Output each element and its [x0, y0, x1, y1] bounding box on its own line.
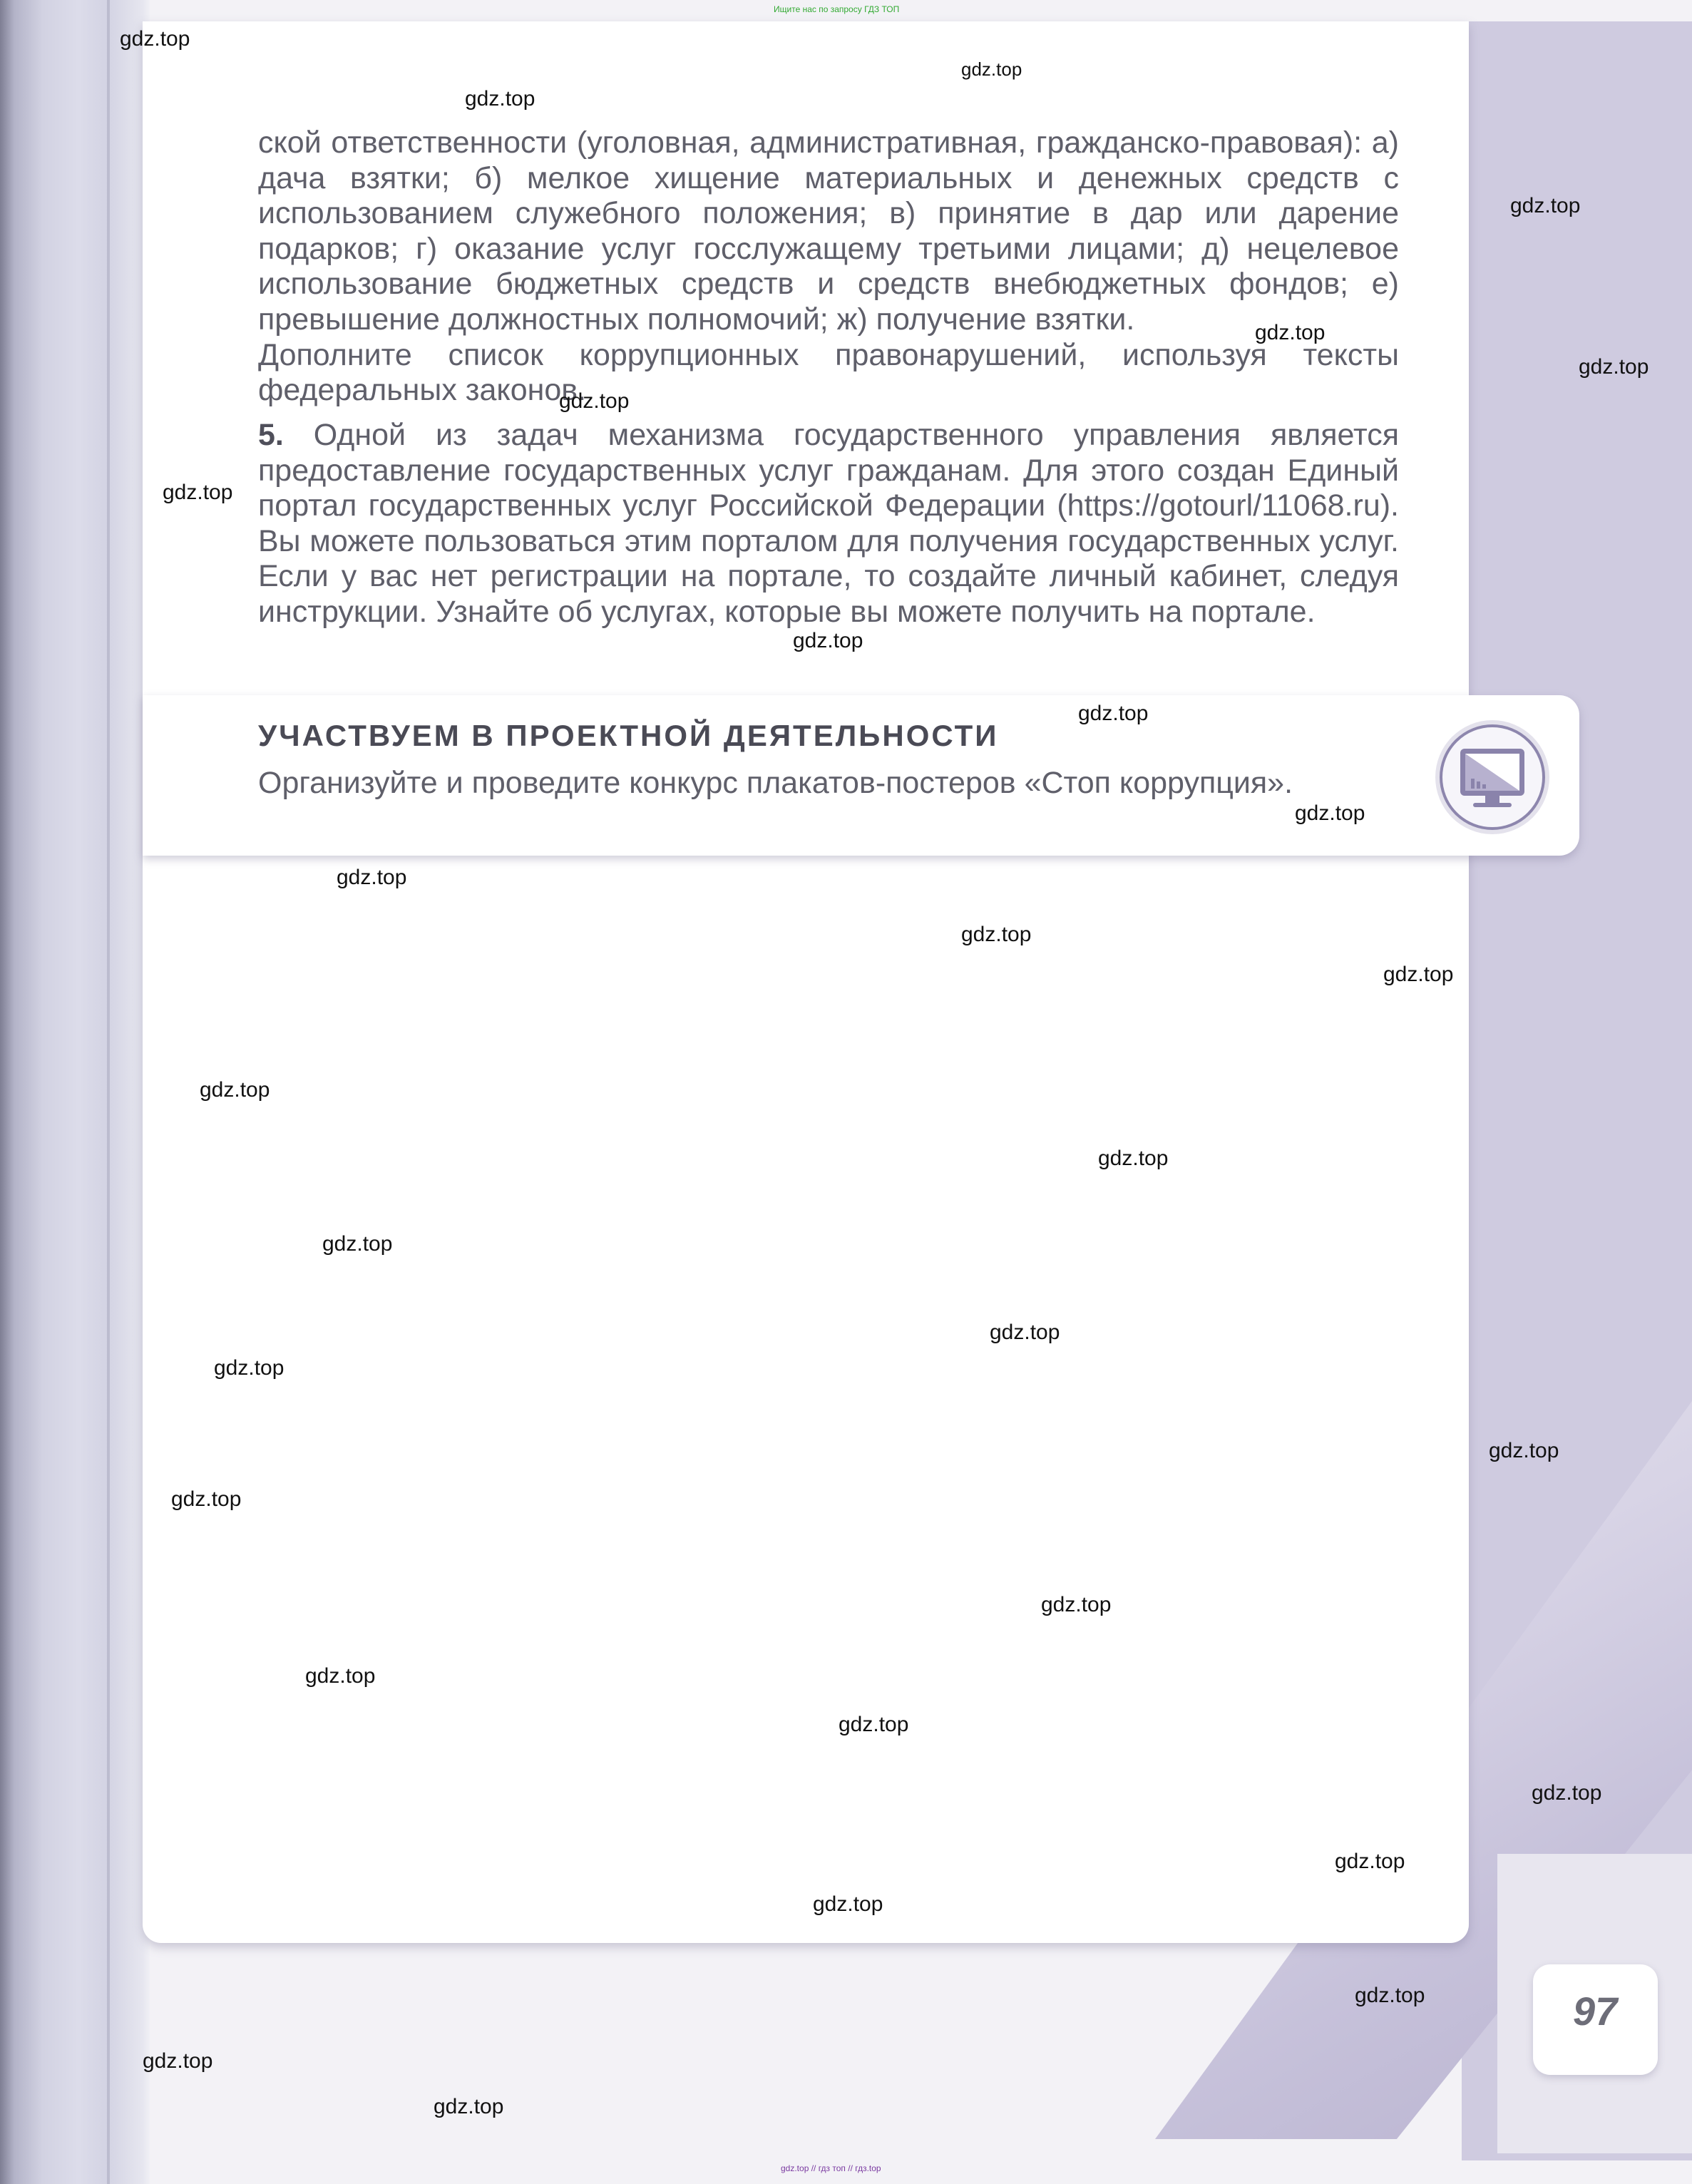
top-banner: Ищите нас по запросу ГДЗ ТОП	[774, 4, 900, 14]
watermark: gdz.top	[559, 389, 630, 413]
watermark: gdz.top	[1579, 355, 1649, 379]
book-spine	[0, 0, 150, 2184]
watermark: gdz.top	[163, 481, 233, 504]
watermark: gdz.top	[171, 1487, 242, 1511]
watermark: gdz.top	[337, 866, 407, 889]
watermark: gdz.top	[961, 58, 1022, 80]
watermark: gdz.top	[1335, 1850, 1405, 1873]
watermark: gdz.top	[143, 2049, 213, 2073]
watermark: gdz.top	[839, 1713, 909, 1736]
watermark: gdz.top	[305, 1664, 376, 1688]
task-5	[258, 418, 1399, 630]
bottom-banner: gdz.top // гдз топ // гдз.top	[781, 2163, 881, 2173]
watermark: gdz.top	[120, 27, 190, 51]
project-title: УЧАСТВУЕМ В ПРОЕКТНОЙ ДЕЯТЕЛЬНОСТИ	[258, 719, 999, 752]
computer-monitor-icon	[1432, 719, 1553, 836]
watermark: gdz.top	[990, 1321, 1060, 1344]
task-5-text: Одной из задач механизма государственного управления является предоставление государственных услуг гражданам. Для этого создан Единый портал государственных услуг Российской Федерации (https://gotourl/11068.ru). Вы можете пользоваться этим порталом для получения государственных услуг. Если у вас нет регистрации на портале, то создайте личный кабинет, следуя инструкции. Узнайте об услугах, которые вы можете получить на портале.	[258, 418, 1400, 629]
watermark: gdz.top	[200, 1078, 270, 1102]
watermark: gdz.top	[813, 1892, 883, 1916]
watermark: gdz.top	[214, 1356, 284, 1380]
watermark: gdz.top	[1098, 1147, 1169, 1170]
page-number: 97	[1573, 1989, 1618, 2034]
watermark: gdz.top	[465, 87, 535, 111]
watermark: gdz.top	[1383, 963, 1454, 986]
watermark: gdz.top	[1355, 1984, 1425, 2007]
watermark: gdz.top	[1078, 702, 1149, 725]
spine-fold	[107, 0, 110, 2184]
watermark: gdz.top	[1510, 194, 1581, 217]
task-5-paragraph	[258, 418, 1399, 630]
paragraph-liability-list: ской ответственности (уголовная, административная, гражданско-правовая): а) дача взятки; б) мелкое хищение материальных и денежных средств с использованием служебного положения; в) принятие в дар или дарение подарков; г) оказание услуг госслужащему третьими лицами; д) нецелевое использование бюджетных средств и средств внебюджетных фондов; е) превышение должностных полномочий; ж) получение взятки.	[258, 125, 1399, 337]
watermark: gdz.top	[1295, 801, 1365, 825]
watermark: gdz.top	[1041, 1593, 1112, 1616]
watermark: gdz.top	[322, 1232, 393, 1256]
project-text: Организуйте и проведите конкурс плакатов-постеров «Стоп коррупция».	[258, 766, 1293, 800]
watermark: gdz.top	[793, 629, 863, 652]
watermark: gdz.top	[1255, 321, 1326, 344]
watermark: gdz.top	[961, 923, 1032, 946]
paragraph-block	[258, 125, 1399, 409]
watermark: gdz.top	[1532, 1781, 1602, 1805]
watermark: gdz.top	[1489, 1439, 1559, 1462]
task-number: 5.	[258, 418, 284, 452]
watermark: gdz.top	[434, 2095, 504, 2118]
paragraph-complete-list: Дополните список коррупционных правонарушений, используя тексты федеральных законов.	[258, 337, 1399, 408]
